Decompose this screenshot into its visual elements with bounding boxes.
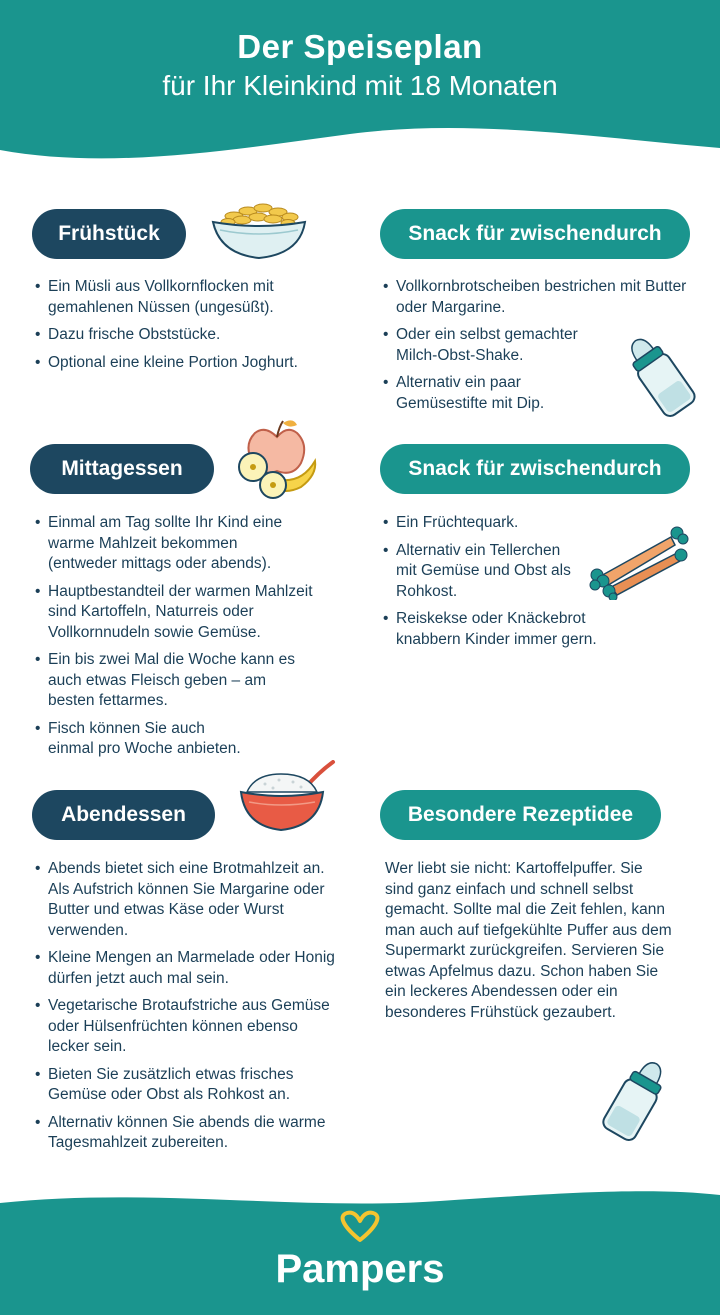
list-item: • Ein bis zwei Mal die Woche kann es auch etwas Fleisch geben – am besten fettarmes. <box>35 650 295 712</box>
section-label-snack-1: Snack für zwischendurch <box>380 209 690 259</box>
list-fruehstueck <box>35 277 325 380</box>
section-label-mittagessen: Mittagessen <box>30 444 214 494</box>
section-label-snack-2: Snack für zwischendurch <box>380 444 690 494</box>
section-label-fruehstueck: Frühstück <box>32 209 186 259</box>
list-item: • Einmal am Tag sollte Ihr Kind eine warme Mahlzeit bekommen (entweder mittags oder abends). <box>35 513 310 575</box>
page-subtitle: für Ihr Kleinkind mit 18 Monaten <box>162 70 558 101</box>
list-item: • Kleine Mengen an Marmelade oder Honig dürfen jetzt auch mal sein. <box>35 948 340 989</box>
list-item: • Oder ein selbst gemachter Milch-Obst-Shake. <box>383 325 608 366</box>
pampers-logo <box>275 1210 445 1300</box>
section-label-abendessen: Abendessen <box>32 790 215 840</box>
list-item: • Fisch können Sie auch einmal pro Woche anbieten. <box>35 719 250 760</box>
fruit-icon <box>235 415 320 500</box>
page-title: Der Speiseplan <box>237 28 483 65</box>
section-label-rezeptidee: Besondere Rezeptidee <box>380 790 661 840</box>
list-item: • Alternativ ein paar Gemüsestifte mit Dip. <box>383 373 608 414</box>
rezeptidee-text: Wer liebt sie nicht: Kartoffelpuffer. Sie sind ganz einfach und schnell selbst gemacht. Sollte mal die Zeit fehlen, kann man auch auf tiefgekühlte Puffer aus dem Supermarkt zurückgreifen. Servieren Sie etwas Apfelmus dazu. Schon haben Sie ein leckeres Abendessen oder ein besonderes Frühstück gezaubert. <box>385 860 672 1021</box>
rice-bowl-icon <box>235 760 340 835</box>
list-item: • Reiskekse oder Knäckebrot knabbern Kinder immer gern. <box>383 609 643 650</box>
list-item: • Vegetarische Brotaufstriche aus Gemüse oder Hülsenfrüchten können ebenso lecker sein. <box>35 996 340 1058</box>
list-item: • Alternativ ein Tellerchen mit Gemüse und Obst als Rohkost. <box>383 541 583 603</box>
list-mittagessen <box>35 513 335 767</box>
list-item: • Hauptbestandteil der warmen Mahlzeit sind Kartoffeln, Naturreis oder Vollkornnudeln sowie Gemüse. <box>35 582 335 644</box>
cereal-bowl-icon <box>208 198 310 262</box>
logo-text: Pampers <box>275 1247 445 1291</box>
list-item: • Ein Früchtequark. <box>383 513 688 534</box>
milk-bottle-icon <box>595 1055 675 1145</box>
list-item: • Alternativ können Sie abends die warme Tagesmahlzeit zubereiten. <box>35 1113 340 1154</box>
milk-bottle-icon <box>620 330 700 422</box>
list-item: • Optional eine kleine Portion Joghurt. <box>35 353 325 374</box>
list-item: • Abends bietet sich eine Brotmahlzeit an. Als Aufstrich können Sie Margarine oder Butter und etwas Käse oder Wurst verwenden. <box>35 859 340 941</box>
list-item: • Vollkornbrotscheiben bestrichen mit Butter oder Margarine. <box>383 277 688 318</box>
list-item: • Dazu frische Obststücke. <box>35 325 325 346</box>
carrot-sticks-icon <box>585 515 690 600</box>
list-abendessen <box>35 859 340 1161</box>
list-item: • Ein Müsli aus Vollkornflocken mit gemahlenen Nüssen (ungesüßt). <box>35 277 325 318</box>
list-item: • Bieten Sie zusätzlich etwas frisches Gemüse oder Obst als Rohkost an. <box>35 1065 325 1106</box>
